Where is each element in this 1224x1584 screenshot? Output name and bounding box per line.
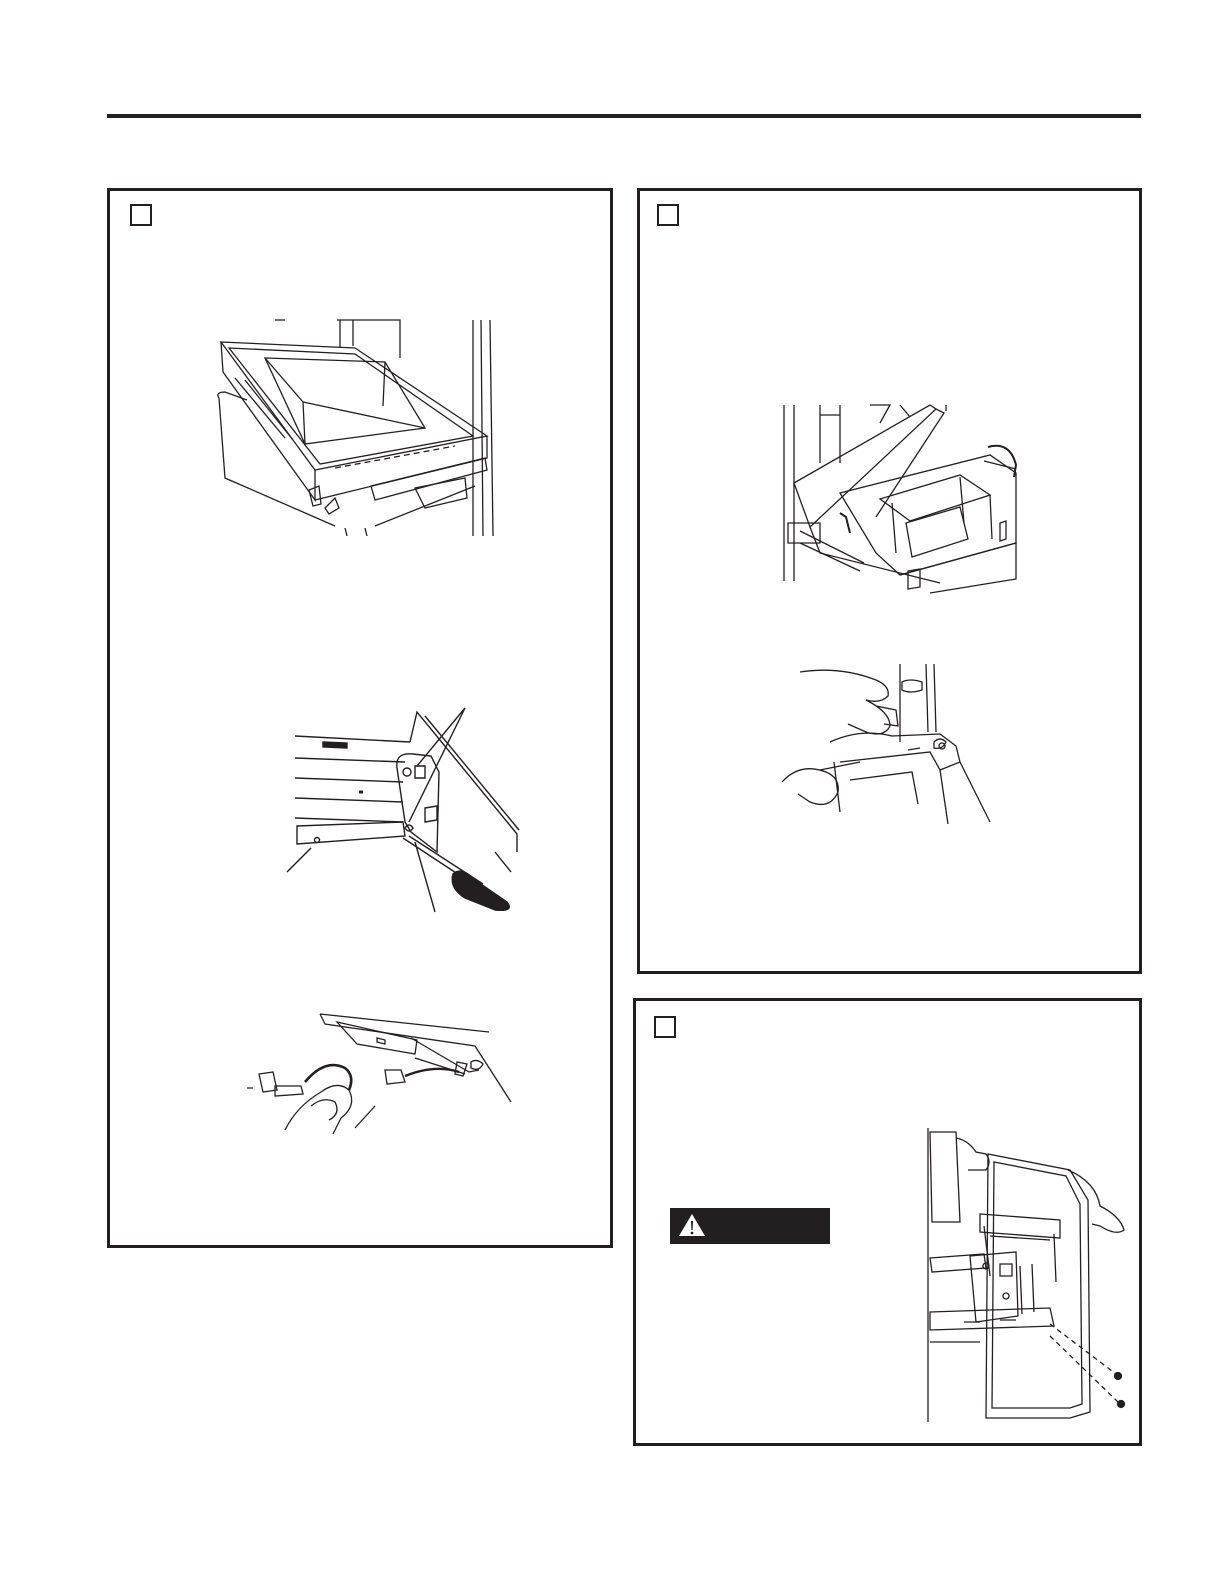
freezer-drawer-illustration xyxy=(780,403,1020,595)
step-number-box xyxy=(654,1016,676,1038)
wire-harness-illustration xyxy=(245,1010,515,1135)
drawer-pan-illustration xyxy=(215,318,505,538)
warning-triangle-icon xyxy=(678,1212,706,1238)
header-rule xyxy=(107,114,1141,118)
bracket-screwdriver-illustration xyxy=(285,702,520,914)
warning-label xyxy=(670,1208,830,1244)
freezer-door-illustration xyxy=(920,1126,1138,1424)
hand-lift-illustration xyxy=(780,662,992,827)
step-number-box xyxy=(130,204,152,226)
step-number-box xyxy=(657,204,679,226)
